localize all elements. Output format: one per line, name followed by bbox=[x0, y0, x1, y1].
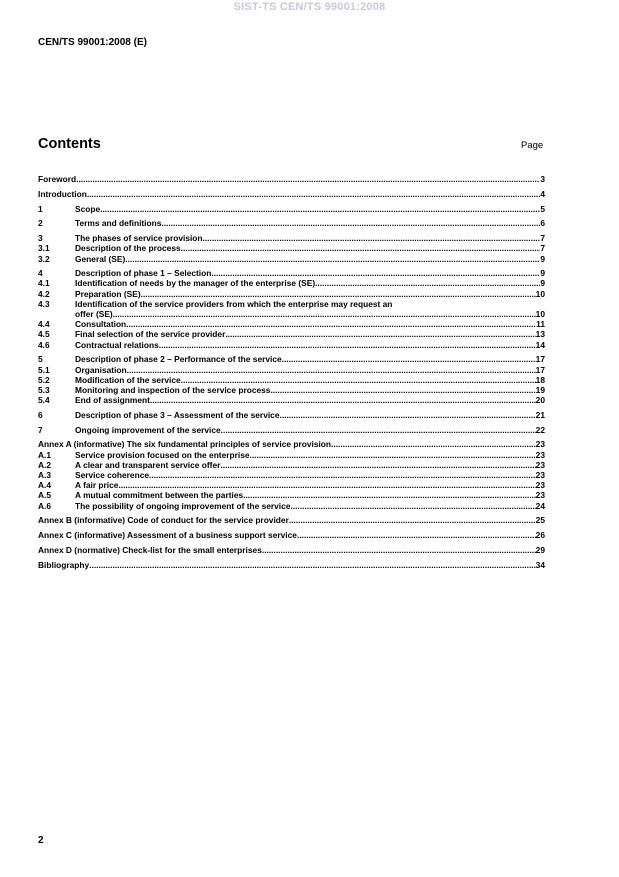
toc-dot-leader bbox=[297, 530, 536, 540]
toc-dot-leader bbox=[243, 490, 536, 500]
toc-entry-title: Description of phase 1 – Selection bbox=[75, 268, 212, 279]
toc-entry[interactable] bbox=[38, 480, 545, 490]
toc-entry-title: Annex A (informative) The six fundamental principles of service provision bbox=[38, 439, 332, 450]
toc-dot-leader bbox=[100, 204, 540, 214]
toc-entry-number: 4.1 bbox=[38, 278, 50, 289]
toc-entry-title: offer (SE) bbox=[75, 309, 113, 320]
toc-entry-page: 25 bbox=[535, 515, 545, 526]
toc-entry-number: 3 bbox=[38, 233, 43, 244]
toc-entry-page: 26 bbox=[535, 530, 545, 541]
toc-entry-number: 5.2 bbox=[38, 374, 50, 385]
toc-entry[interactable] bbox=[38, 460, 545, 470]
toc-entry-page: 21 bbox=[535, 409, 545, 420]
toc-entry-title: Service provision focused on the enterprise bbox=[75, 449, 250, 460]
page-number: 2 bbox=[38, 835, 44, 846]
toc-entry-page: 10 bbox=[535, 288, 545, 299]
toc-entry-title: Ongoing improvement of the service bbox=[75, 424, 221, 435]
toc-entry-title: Consultation bbox=[75, 319, 127, 330]
toc-entry-title: Foreword bbox=[38, 174, 77, 184]
toc-entry-title: Introduction bbox=[38, 188, 87, 199]
toc-dot-leader bbox=[125, 254, 540, 264]
toc-entry-title: Modification of the service bbox=[75, 374, 181, 385]
toc-entry-page: 23 bbox=[535, 490, 545, 501]
toc-entry-title: Contractual relations bbox=[75, 339, 159, 350]
watermark: SIST-TS CEN/TS 99001:2008 bbox=[233, 1, 386, 13]
toc-entry-number: 5.4 bbox=[38, 395, 50, 406]
toc-entry-page: 10 bbox=[535, 309, 545, 320]
toc-dot-leader bbox=[203, 233, 541, 243]
toc-entry[interactable] bbox=[38, 174, 545, 184]
toc-entry-number: 7 bbox=[38, 424, 43, 435]
toc-entry-title: Preparation (SE) bbox=[75, 288, 141, 299]
toc-entry-title: Bibliography bbox=[38, 559, 90, 570]
toc-entry-page: 23 bbox=[535, 470, 545, 481]
toc-entry[interactable] bbox=[38, 189, 545, 199]
toc-entry[interactable] bbox=[38, 365, 545, 375]
toc-entry-title: The phases of service provision bbox=[75, 233, 203, 244]
toc-entry[interactable] bbox=[38, 254, 545, 264]
toc-entry-page: 23 bbox=[535, 459, 545, 470]
toc-entry-page: 7 bbox=[540, 243, 545, 254]
toc-entry-number: A.5 bbox=[38, 490, 52, 501]
toc-dot-leader bbox=[181, 375, 536, 385]
toc-entry-title: Final selection of the service provider bbox=[75, 329, 226, 340]
toc-entry[interactable] bbox=[38, 340, 545, 350]
toc-entry-number: 4 bbox=[38, 268, 43, 279]
toc-entry[interactable] bbox=[38, 385, 545, 395]
toc-dot-leader bbox=[113, 309, 536, 319]
toc-entry-page: 19 bbox=[535, 384, 545, 395]
toc-entry-number: A.4 bbox=[38, 480, 52, 491]
toc-entry[interactable] bbox=[38, 490, 545, 500]
toc-entry[interactable] bbox=[38, 243, 545, 253]
toc-dot-leader bbox=[315, 278, 540, 288]
toc-entry-title: General (SE) bbox=[75, 253, 126, 264]
toc-entry-page: 6 bbox=[540, 218, 545, 229]
toc-entry-page: 9 bbox=[540, 253, 545, 264]
toc-entry[interactable] bbox=[38, 395, 545, 405]
toc-dot-leader bbox=[127, 365, 536, 375]
toc-entry[interactable] bbox=[38, 218, 545, 228]
toc-entry[interactable] bbox=[38, 530, 545, 540]
toc-entry[interactable] bbox=[38, 278, 545, 288]
toc-entry-title: Scope bbox=[75, 203, 101, 214]
toc-dot-leader bbox=[87, 189, 540, 199]
toc-entry-number: 5 bbox=[38, 354, 43, 365]
toc-dot-leader bbox=[149, 470, 536, 480]
document-identifier: CEN/TS 99001:2008 (E) bbox=[38, 37, 147, 48]
toc-entry-page: 22 bbox=[535, 424, 545, 435]
toc-entry[interactable] bbox=[38, 450, 545, 460]
toc-entry[interactable] bbox=[38, 425, 545, 435]
toc-dot-leader bbox=[250, 450, 536, 460]
toc-entry-number: 4.5 bbox=[38, 329, 50, 340]
toc-dot-leader bbox=[289, 515, 536, 525]
toc-entry-number: 2 bbox=[38, 218, 43, 229]
toc-entry-page: 3 bbox=[540, 174, 545, 184]
toc-entry-number: 4.6 bbox=[38, 339, 50, 350]
toc-entry-title: Monitoring and inspection of the service process bbox=[75, 384, 271, 395]
toc-entry[interactable] bbox=[38, 233, 545, 243]
toc-entry[interactable] bbox=[38, 299, 545, 309]
toc-entry-title: Service coherence bbox=[75, 470, 150, 481]
toc-dot-leader bbox=[282, 354, 536, 364]
toc-entry[interactable] bbox=[38, 470, 545, 480]
toc-entry-page: 7 bbox=[540, 233, 545, 244]
toc-entry-number: A.3 bbox=[38, 470, 52, 481]
toc-dot-leader bbox=[89, 560, 535, 570]
toc-entry-page: 17 bbox=[535, 364, 545, 375]
toc-entry-page: 24 bbox=[535, 500, 545, 511]
toc-entry-number: 6 bbox=[38, 409, 43, 420]
toc-entry-title: A mutual commitment between the parties bbox=[75, 490, 244, 501]
toc-entry-title: A fair price bbox=[75, 480, 119, 491]
toc-dot-leader bbox=[211, 268, 540, 278]
toc-dot-leader bbox=[126, 319, 536, 329]
toc-entry-number: A.6 bbox=[38, 500, 52, 511]
toc-entry[interactable] bbox=[38, 410, 545, 420]
toc-entry[interactable] bbox=[38, 319, 545, 329]
toc-dot-leader bbox=[141, 289, 536, 299]
toc-dot-leader bbox=[220, 460, 535, 470]
toc-entry[interactable] bbox=[38, 268, 545, 278]
toc-dot-leader bbox=[331, 439, 536, 449]
toc-entry-title: Description of phase 3 – Assessment of the service bbox=[75, 409, 280, 420]
toc-entry-page: 20 bbox=[535, 395, 545, 406]
toc-entry-page: 17 bbox=[535, 354, 545, 365]
toc-dot-leader bbox=[161, 218, 540, 228]
toc-entry[interactable] bbox=[38, 329, 545, 339]
toc-entry-page: 23 bbox=[535, 449, 545, 460]
toc-entry[interactable] bbox=[38, 204, 545, 214]
toc-entry[interactable] bbox=[38, 375, 545, 385]
toc-entry[interactable] bbox=[38, 515, 545, 525]
page-column-label: Page bbox=[521, 140, 544, 151]
table-of-contents bbox=[38, 174, 545, 570]
toc-entry-page: 34 bbox=[535, 559, 545, 570]
toc-entry-title: Description of the process bbox=[75, 243, 181, 254]
toc-entry-title: Annex B (informative) Code of conduct for the service provider bbox=[38, 515, 289, 526]
toc-entry-title: Identification of needs by the manager of the enterprise (SE) bbox=[75, 278, 316, 289]
toc-entry[interactable] bbox=[38, 309, 545, 319]
toc-entry-page: 11 bbox=[536, 319, 545, 330]
toc-dot-leader bbox=[262, 545, 536, 555]
toc-dot-leader bbox=[225, 329, 535, 339]
toc-dot-leader bbox=[76, 174, 540, 184]
toc-entry-number: 4.4 bbox=[38, 319, 50, 330]
toc-entry-title: Terms and definitions bbox=[75, 218, 162, 229]
toc-entry-number: 4.2 bbox=[38, 288, 50, 299]
toc-entry[interactable] bbox=[38, 354, 545, 364]
toc-entry-number: 5.1 bbox=[38, 364, 50, 375]
toc-entry[interactable] bbox=[38, 289, 545, 299]
toc-entry-number: 4.3 bbox=[38, 298, 50, 309]
contents-heading: Contents bbox=[38, 136, 101, 152]
toc-entry-title: Identification of the service providers from which the enterprise may request an bbox=[75, 298, 393, 309]
toc-entry[interactable] bbox=[38, 501, 545, 511]
toc-entry-number: A.2 bbox=[38, 459, 52, 470]
toc-entry-title: Organisation bbox=[75, 364, 127, 375]
toc-entry-number: A.1 bbox=[38, 449, 52, 460]
toc-entry-number: 3.2 bbox=[38, 253, 50, 264]
toc-entry-page: 18 bbox=[535, 374, 545, 385]
toc-dot-leader bbox=[221, 425, 536, 435]
toc-entry[interactable] bbox=[38, 545, 545, 555]
toc-entry-page: 23 bbox=[535, 480, 545, 491]
toc-entry-page: 29 bbox=[535, 544, 545, 555]
toc-dot-leader bbox=[290, 501, 535, 511]
toc-dot-leader bbox=[150, 395, 536, 405]
toc-entry-page: 9 bbox=[540, 278, 545, 289]
toc-entry-page: 5 bbox=[540, 203, 545, 214]
toc-entry[interactable] bbox=[38, 439, 545, 449]
toc-entry-title: The possibility of ongoing improvement of the service bbox=[75, 500, 291, 511]
toc-entry-title: A clear and transparent service offer bbox=[75, 459, 221, 470]
toc-entry-page: 4 bbox=[540, 188, 545, 199]
toc-entry-page: 14 bbox=[535, 339, 545, 350]
toc-entry-page: 13 bbox=[535, 329, 545, 340]
toc-entry-title: Annex D (normative) Check-list for the small enterprises bbox=[38, 544, 262, 555]
toc-entry-number: 5.3 bbox=[38, 384, 50, 395]
toc-entry[interactable] bbox=[38, 560, 545, 570]
toc-entry-title: Description of phase 2 – Performance of the service bbox=[75, 354, 282, 365]
toc-entry-number: 3.1 bbox=[38, 243, 50, 254]
toc-dot-leader bbox=[181, 243, 541, 253]
toc-dot-leader bbox=[280, 410, 536, 420]
toc-dot-leader bbox=[159, 340, 536, 350]
toc-dot-leader bbox=[118, 480, 535, 490]
toc-entry-title: End of assignment bbox=[75, 395, 150, 406]
toc-entry-number: 1 bbox=[38, 203, 43, 214]
toc-entry-page: 9 bbox=[540, 268, 545, 279]
toc-dot-leader bbox=[270, 385, 535, 395]
toc-entry-title: Annex C (informative) Assessment of a business support service bbox=[38, 530, 297, 541]
toc-entry-page: 23 bbox=[535, 439, 545, 450]
